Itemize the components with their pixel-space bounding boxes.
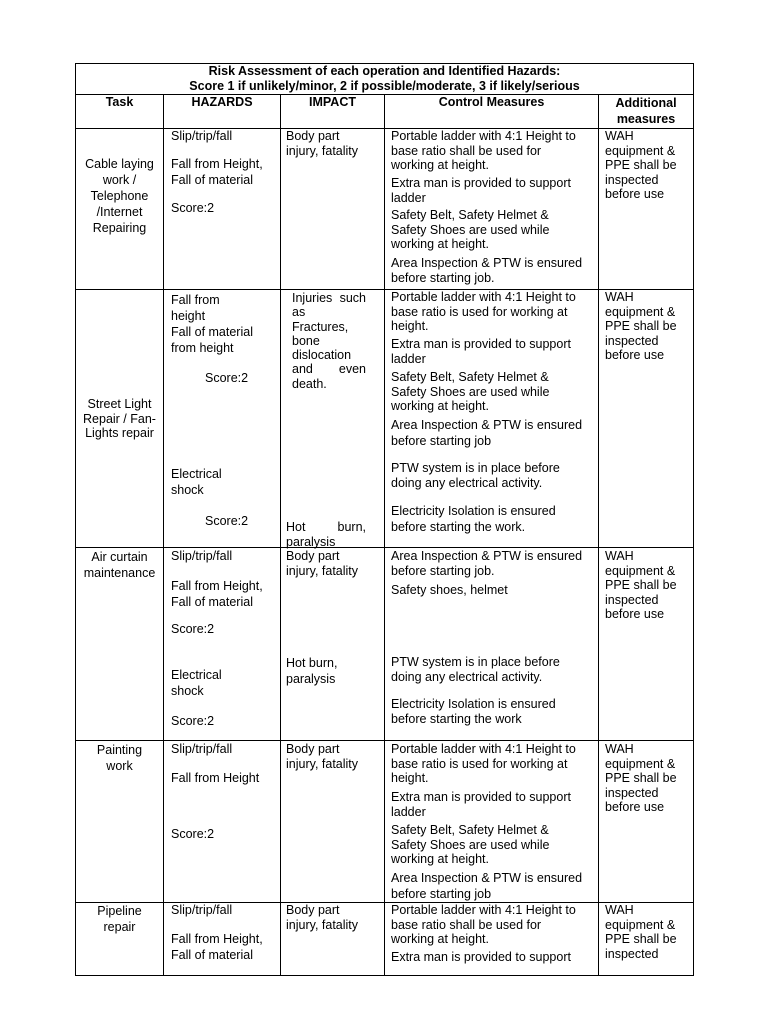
row2-task: Street Light Repair / Fan- Lights repair (83, 397, 156, 440)
row5-additional: WAH equipment & PPE shall be inspected (605, 903, 677, 961)
row4-control: Area Inspection & PTW is ensured before starting job (391, 871, 583, 901)
row3-hazard: Slip/trip/fall (171, 549, 233, 563)
row5-hazard: Slip/trip/fall (171, 903, 233, 917)
row3-control: PTW system is in place before doing any electrical activity. (391, 655, 560, 684)
row2-control: Extra man is provided to support ladder (391, 337, 571, 366)
row2-impact: Injuries such as Fractures, bone dislocation and even death. (292, 291, 366, 391)
column-divider-3 (384, 94, 385, 976)
row4-additional: WAH equipment & PPE shall be inspected before use (605, 742, 677, 814)
row2-control: Area Inspection & PTW is ensured before starting job (391, 418, 583, 448)
row1-impact: Body part injury, fatality (286, 129, 359, 158)
row4-control: Safety Belt, Safety Helmet & Safety Shoes are used while working at height. (391, 823, 550, 866)
row3-control: Area Inspection & PTW is ensured before starting job. (391, 549, 583, 578)
row2-additional: WAH equipment & PPE shall be inspected before use (605, 290, 677, 362)
row5-control: Portable ladder with 4:1 Height to base ratio shall be used for working at height. (391, 903, 576, 946)
row1-additional: WAH equipment & PPE shall be inspected before use (605, 129, 677, 201)
row2-hazard: Fall from height Fall of material from height (171, 293, 253, 355)
header-additional-measures: Additional measures (615, 96, 677, 126)
row4-impact: Body part injury, fatality (286, 742, 359, 771)
header-impact: IMPACT (309, 95, 356, 109)
row3-impact: Body part injury, fatality (286, 549, 359, 578)
header-task: Task (105, 95, 134, 109)
row3-control: Electricity Isolation is ensured before starting the work (391, 697, 556, 726)
row1-control: Portable ladder with 4:1 Height to base ratio shall be used for working at height. (391, 129, 576, 172)
row3-score: Score:2 (171, 622, 215, 636)
row5-control: Extra man is provided to support (391, 950, 571, 964)
row1-task: Cable laying work / Telephone /Internet Repairing (85, 157, 154, 235)
row1-hazard: Fall from Height, Fall of material (171, 157, 263, 187)
row1-control: Extra man is provided to support ladder (391, 176, 571, 205)
row2-control: PTW system is in place before doing any electrical activity. (391, 461, 560, 490)
row3-additional: WAH equipment & PPE shall be inspected before use (605, 549, 677, 621)
column-divider-4 (598, 94, 599, 976)
row2-impact: Hot burn, paralysis (286, 520, 366, 549)
row3-impact: Hot burn, paralysis (286, 656, 338, 686)
row2-control: Electricity Isolation is ensured before starting the work. (391, 504, 556, 534)
row3-score: Score:2 (171, 714, 215, 728)
row5-task: Pipeline repair (97, 904, 142, 934)
row5-impact: Body part injury, fatality (286, 903, 359, 932)
row4-score: Score:2 (171, 827, 215, 841)
table-title-line1: Risk Assessment of each operation and Identified Hazards: (208, 64, 561, 78)
row2-score: Score:2 (205, 514, 249, 528)
row1-hazard: Slip/trip/fall (171, 129, 233, 143)
row2-score: Score:2 (205, 371, 249, 385)
table-border-right (693, 63, 694, 976)
row3-control: Safety shoes, helmet (391, 583, 508, 597)
row1-control: Safety Belt, Safety Helmet & Safety Shoes are used while working at height. (391, 208, 550, 251)
row4-control: Extra man is provided to support ladder (391, 790, 571, 819)
row4-hazard: Slip/trip/fall (171, 742, 233, 756)
row4-control: Portable ladder with 4:1 Height to base ratio is used for working at height. (391, 742, 576, 785)
row3-task: Air curtain maintenance (83, 550, 156, 580)
row4-task: Painting work (96, 743, 143, 773)
header-hazards: HAZARDS (191, 95, 253, 109)
row1-score: Score:2 (171, 201, 215, 215)
row2-control: Portable ladder with 4:1 Height to base ratio is used for working at height. (391, 290, 576, 333)
row2-hazard: Electrical shock (171, 467, 222, 497)
row3-hazard: Fall from Height, Fall of material (171, 579, 263, 609)
row2-control: Safety Belt, Safety Helmet & Safety Shoes are used while working at height. (391, 370, 550, 413)
column-divider-2 (280, 94, 281, 976)
row1-control: Area Inspection & PTW is ensured before starting job. (391, 256, 583, 285)
column-divider-1 (163, 94, 164, 976)
row3-hazard: Electrical shock (171, 668, 222, 698)
header-control-measures: Control Measures (438, 95, 545, 109)
row4-hazard: Fall from Height (171, 771, 260, 785)
row5-hazard: Fall from Height, Fall of material (171, 932, 263, 962)
table-title-line2: Score 1 if unlikely/minor, 2 if possible/moderate, 3 if likely/serious (189, 79, 580, 93)
